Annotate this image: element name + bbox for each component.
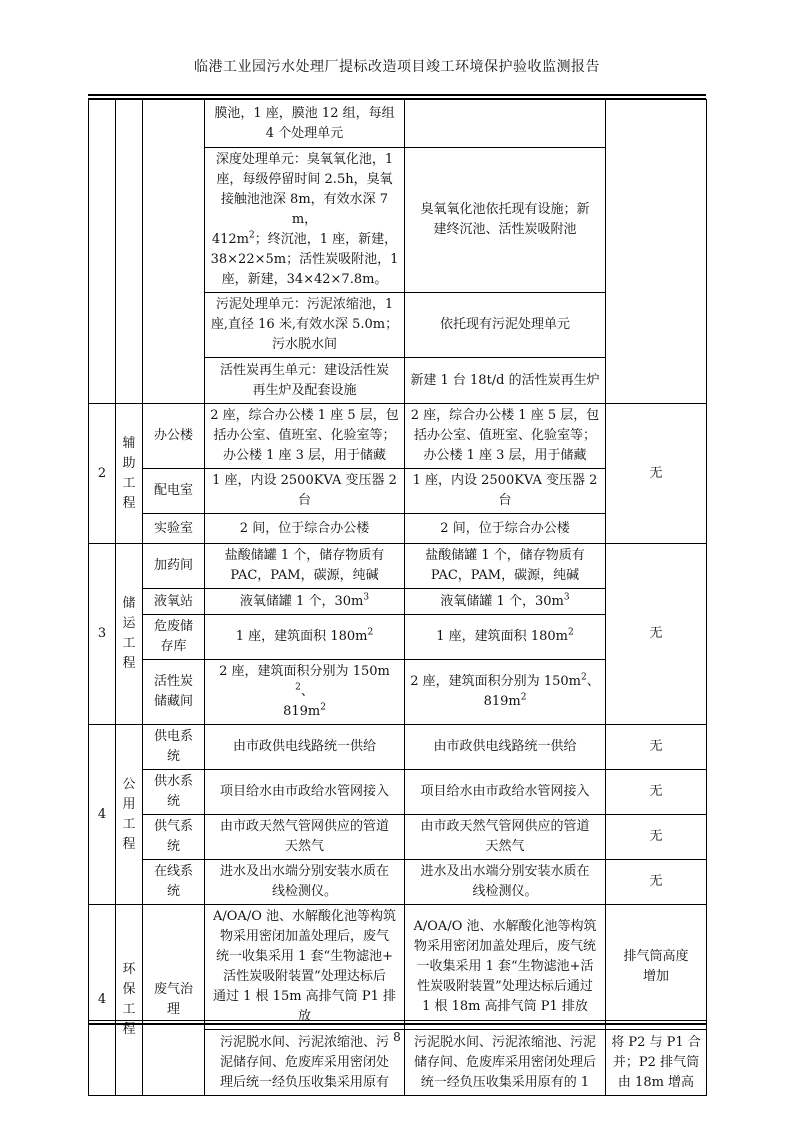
actual-cell: 项目给水由市政给水管网接入 xyxy=(405,770,606,815)
category-cell: 辅助工程 xyxy=(116,404,143,544)
table-row xyxy=(89,770,707,815)
footer-rule-thick xyxy=(88,1023,706,1025)
design-cell: 1 座，建筑面积 $180m^2$ xyxy=(205,615,405,660)
actual-cell: 由市政天然气管网供应的管道 天然气 xyxy=(405,815,606,860)
category-cell xyxy=(116,100,143,404)
change-cell xyxy=(606,100,707,404)
change-cell: 排气筒高度 增加 xyxy=(606,905,707,1030)
subcategory-cell: 活性炭 储藏间 xyxy=(143,660,205,725)
change-cell: 将 P2 与 P1 合 并；P2 排气筒 由 18m 增高 xyxy=(606,1030,707,1096)
actual-cell xyxy=(405,100,606,148)
change-cell: 无 xyxy=(606,544,707,725)
subcategory-cell: 危废储 存库 xyxy=(143,615,205,660)
row-number-cell xyxy=(89,100,116,404)
subcategory-cell: 废气治 理 xyxy=(143,905,205,1096)
subcategory-cell: 供电系 统 xyxy=(143,725,205,770)
actual-cell: 新建 1 台 18t/d 的活性炭再生炉 xyxy=(405,358,606,404)
table-row xyxy=(89,100,707,148)
actual-cell: 盐酸储罐 1 个，储存物质有 PAC，PAM，碳源，纯碱 xyxy=(405,544,606,589)
row-number-cell: 4 xyxy=(89,905,116,1096)
subcategory-cell: 液氧站 xyxy=(143,589,205,615)
category-cell: 储运工程 xyxy=(116,544,143,725)
design-cell: A/OA/O 池、水解酸化池等构筑 物采用密闭加盖处理后，废气 统一收集采用 1 套“生物滤池+ 活性炭吸附装置”处理达标后 通过 1 根 15m 高排气筒 P1 排 放 xyxy=(205,905,405,1030)
table-row xyxy=(89,404,707,469)
change-cell: 无 xyxy=(606,770,707,815)
design-cell: 由市政天然气管网供应的管道 天然气 xyxy=(205,815,405,860)
subcategory-cell: 加药间 xyxy=(143,544,205,589)
actual-cell: 液氧储罐 1 个，$30m^3$ xyxy=(405,589,606,615)
design-cell: 项目给水由市政给水管网接入 xyxy=(205,770,405,815)
change-cell: 无 xyxy=(606,404,707,544)
footer-rule xyxy=(88,1020,706,1021)
design-cell: 膜池，1 座，膜池 12 组，每组 4 个处理单元 xyxy=(205,100,405,148)
design-cell: 盐酸储罐 1 个，储存物质有 PAC，PAM，碳源，纯碱 xyxy=(205,544,405,589)
subcategory-cell: 实验室 xyxy=(143,514,205,544)
table-row xyxy=(89,860,707,905)
header-rule xyxy=(88,94,706,96)
actual-cell: 2 座，综合办公楼 1 座 5 层，包 括办公室、值班室、化验室等； 办公楼 1 座 3 层，用于储藏 xyxy=(405,404,606,469)
actual-cell: A/OA/O 池、水解酸化池等构筑 物采用密闭加盖处理后，废气统 一收集采用 1 套“生物滤池+活 性炭吸附装置”处理达标后通过 1 根 18m 高排气筒 P1 排放 xyxy=(405,905,606,1030)
sup-line: $412m^2$；终沉池，1 座，新建， xyxy=(211,230,398,247)
row-number-cell: 3 xyxy=(89,544,116,725)
subcategory-cell: 供气系 统 xyxy=(143,815,205,860)
design-cell: 污泥处理单元：污泥浓缩池，1 座,直径 16 米,有效水深 5.0m； 污水脱水间 xyxy=(205,293,405,358)
page-number: 8 xyxy=(393,1030,401,1044)
actual-cell: 由市政供电线路统一供给 xyxy=(405,725,606,770)
change-cell: 无 xyxy=(606,860,707,905)
actual-cell: 臭氧氧化池依托现有设施；新 建终沉池、活性炭吸附池 xyxy=(405,148,606,293)
table-row xyxy=(89,725,707,770)
category-cell: 环保工程 xyxy=(116,905,143,1096)
table-row xyxy=(89,544,707,589)
design-cell: 1 座，内设 2500KVA 变压器 2 台 xyxy=(205,469,405,514)
design-cell: 2 间，位于综合办公楼 xyxy=(205,514,405,544)
design-cell: 液氧储罐 1 个，$30m^3$ xyxy=(205,589,405,615)
actual-cell: 污泥脱水间、污泥浓缩池、污泥 储存间、危废库采用密闭处理后 统一经负压收集采用原有的 1 xyxy=(405,1030,606,1096)
change-cell: 无 xyxy=(606,815,707,860)
page-header-title: 临港工业园污水处理厂提标改造项目竣工环境保护验收监测报告 xyxy=(194,59,600,75)
row-number-cell: 2 xyxy=(89,404,116,544)
row-number-cell: 4 xyxy=(89,725,116,905)
table-row xyxy=(89,815,707,860)
subcategory-cell: 配电室 xyxy=(143,469,205,514)
design-cell: 深度处理单元：臭氧氧化池，1 座，每级停留时间 2.5h，臭氧 接触池池深 8m，有效水深 7m， $412m^2$；终沉池，1 座，新建， 38×22×5m；活性炭吸附池，1 座，新建，34×42×7.8m。 xyxy=(205,148,405,293)
category-cell: 公用工程 xyxy=(116,725,143,905)
project-composition-table xyxy=(88,99,706,1090)
design-cell: 2 座，建筑面积分别为 $150m^2$、 $819m^2$ xyxy=(205,660,405,725)
subcategory-cell xyxy=(143,100,205,404)
change-cell: 无 xyxy=(606,725,707,770)
actual-cell: 1 座，内设 2500KVA 变压器 2 台 xyxy=(405,469,606,514)
subcategory-cell: 在线系 统 xyxy=(143,860,205,905)
subcategory-cell: 办公楼 xyxy=(143,404,205,469)
design-cell: 2 座，综合办公楼 1 座 5 层，包 括办公室、值班室、化验室等； 办公楼 1 座 3 层，用于储藏 xyxy=(205,404,405,469)
actual-cell: 进水及出水端分别安装水质在 线检测仪。 xyxy=(405,860,606,905)
actual-cell: 依托现有污泥处理单元 xyxy=(405,293,606,358)
design-cell: 进水及出水端分别安装水质在 线检测仪。 xyxy=(205,860,405,905)
subcategory-cell: 供水系 统 xyxy=(143,770,205,815)
design-cell: 活性炭再生单元：建设活性炭 再生炉及配套设施 xyxy=(205,358,405,404)
actual-cell: 2 座，建筑面积分别为 $150m^2$、 $819m^2$ xyxy=(405,660,606,725)
table-row xyxy=(89,905,707,1030)
actual-cell: 1 座，建筑面积 $180m^2$ xyxy=(405,615,606,660)
design-cell: 污泥脱水间、污泥浓缩池、污 泥储存间、危废库采用密闭处 理后统一经负压收集采用原有 xyxy=(205,1030,405,1096)
design-cell: 由市政供电线路统一供给 xyxy=(205,725,405,770)
actual-cell: 2 间，位于综合办公楼 xyxy=(405,514,606,544)
